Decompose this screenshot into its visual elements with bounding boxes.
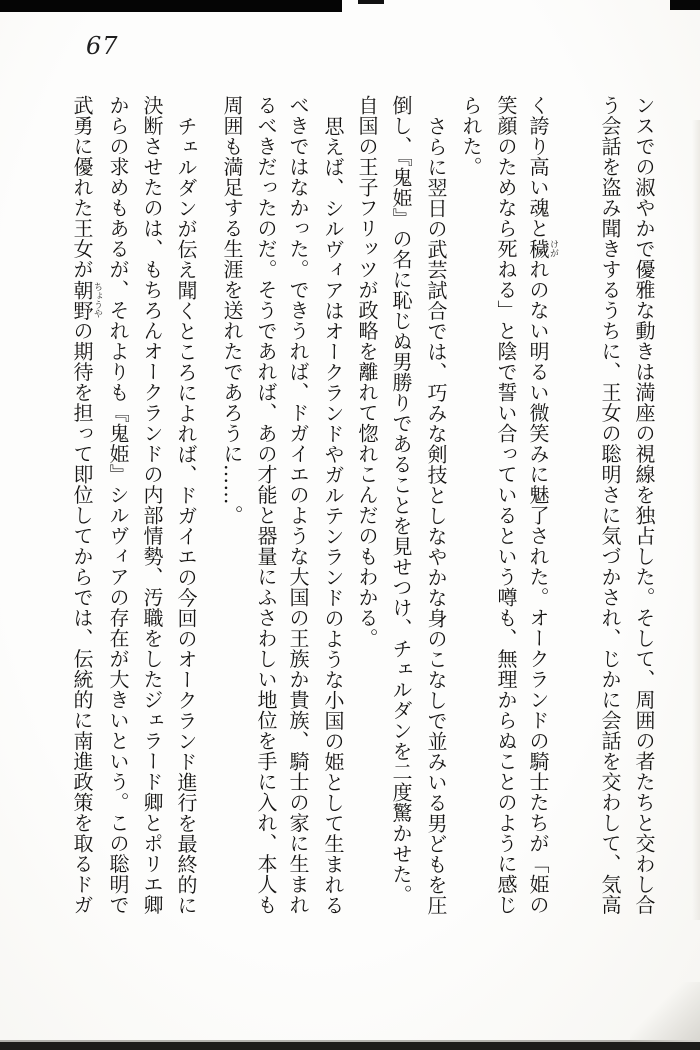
text-run: 武勇に優れた王女が: [70, 95, 94, 280]
text-column-13: チェルダンが伝え聞くところによれば、ドガイエの今回のオークランド進行を最終的に: [174, 116, 198, 916]
scan-artifact-bottom-edge: [0, 1042, 700, 1050]
text-column-15: からの求めもあるが、それよりも『鬼姫』シルヴィアの存在が大きいという。この聡明で: [106, 95, 130, 915]
scan-artifact-top-right: [670, 0, 700, 10]
scan-shadow-bottom-right: [630, 982, 700, 1042]
text-column-10: べきではなかった。できうれば、ドガイエのような大国の王族か貴族、騎士の家に生まれ: [286, 95, 310, 915]
ruby-text: ちょうや: [92, 279, 102, 321]
scan-artifact-top-left: [0, 0, 342, 12]
text-column-3: [524, 95, 558, 980]
scan-artifact-top-speck: [358, 0, 384, 4]
ruby-base: 朝野: [70, 279, 94, 321]
ruby-base: 穢: [526, 238, 550, 259]
text-run: の期待を担って即位してからでは、伝統的に南進政策を取るドガ: [70, 320, 94, 915]
text-run: れのない明るい微笑みに魅了された。オークランドの騎士たちが「姫の: [526, 259, 550, 915]
furigana-choya: [70, 279, 102, 321]
page-number: 67: [86, 32, 119, 60]
text-column-8: 自国の王子フリッツが政略を離れて惚れこんだのもわかる。: [355, 95, 379, 649]
text-column-7: 倒し、『鬼姫』の名に恥じぬ男勝りであることを見せつけ、チェルダンを二度驚かせた。: [389, 95, 413, 905]
ruby-text: けが: [548, 238, 558, 259]
text-column-14: 決断させたのは、もちろんオークランドの内部情勢、汚職をしたジェラード卿とポリエ卿: [140, 95, 164, 915]
text-column-9: 思えば、シルヴィアはオークランドやガルテンランドのような小国の姫として生まれる: [321, 116, 345, 916]
text-column-5: られた。: [459, 95, 483, 177]
text-column-4: 笑顔のためなら死ねる」と陰で誓い合っているという噂も、無理からぬことのように感じ: [494, 95, 518, 915]
text-column-6: さらに翌日の武芸試合では、巧みな剣技としなやかな身のこなしで並みいる男どもを圧: [424, 116, 448, 916]
text-column-11: るべきだったのだ。そうであれば、あの才能と器量にふさわしい地位を手に入れ、本人も: [254, 95, 278, 915]
furigana-kega: [526, 238, 558, 260]
scan-shadow-right-edge: [692, 120, 700, 920]
text-column-2: う会話を盗み聞きするうちに、王女の聡明さに気づかされ、じかに会話を交わして、気高: [598, 95, 622, 915]
text-column-16: [68, 95, 102, 980]
text-run: く誇り高い魂と: [526, 95, 550, 239]
text-column-1: ンスでの淑やかで優雅な動きは満座の視線を独占した。そして、周囲の者たちと交わし合: [632, 95, 656, 915]
text-column-12: 周囲も満足する生涯を送れたであろうに……。: [220, 95, 244, 526]
